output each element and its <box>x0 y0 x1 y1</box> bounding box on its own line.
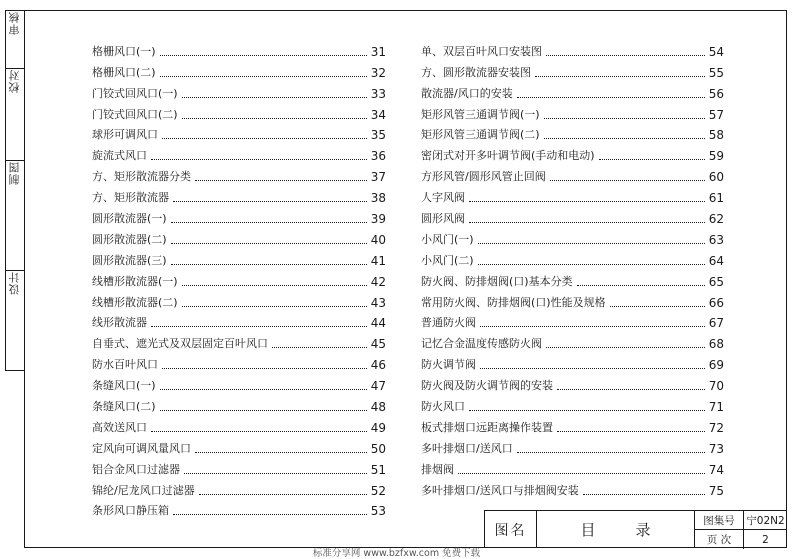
dot-leader <box>162 368 367 369</box>
toc-entry-page: 38 <box>370 191 386 206</box>
toc-entry-page: 63 <box>708 232 724 247</box>
dot-leader <box>458 473 705 474</box>
toc-entry[interactable] <box>92 372 386 393</box>
page-number-row <box>695 530 787 549</box>
dot-leader <box>480 326 705 327</box>
toc-entry-page: 48 <box>370 400 386 415</box>
toc-entry-page: 39 <box>370 212 386 227</box>
toc-entry[interactable] <box>92 247 386 268</box>
toc-entry-title: 格栅风口(二) <box>92 65 156 79</box>
toc-entry[interactable] <box>421 456 724 477</box>
dot-leader <box>535 76 705 77</box>
dot-leader <box>151 326 367 327</box>
toc-entry[interactable] <box>92 477 386 498</box>
toc-entry-title: 小风门(二) <box>421 253 474 267</box>
toc-entry-page: 54 <box>708 44 724 59</box>
dot-leader <box>171 243 367 244</box>
toc-entry[interactable] <box>92 80 386 101</box>
toc-entry-page: 60 <box>708 170 724 185</box>
toc-entry-page: 72 <box>708 420 724 435</box>
toc-entry-page: 65 <box>708 274 724 289</box>
toc-entry[interactable] <box>421 330 724 351</box>
toc-entry-title: 锦纶/尼龙风口过滤器 <box>92 483 195 497</box>
toc-entry[interactable] <box>92 205 386 226</box>
dot-leader <box>160 410 367 411</box>
toc-entry-page: 46 <box>370 358 386 373</box>
toc-entry-title: 门铰式回风口(二) <box>92 107 178 121</box>
toc-entry-page: 55 <box>708 65 724 80</box>
title-block-info <box>695 510 787 548</box>
toc-entry[interactable] <box>92 414 386 435</box>
toc-entry[interactable] <box>92 310 386 331</box>
toc-entry[interactable] <box>92 435 386 456</box>
dot-leader <box>517 97 705 98</box>
page-number-value: 2 <box>762 533 769 546</box>
dot-leader <box>182 285 367 286</box>
signature-role-label: 校对 <box>8 69 21 93</box>
toc-entry[interactable] <box>92 393 386 414</box>
toc-entry-page: 57 <box>708 107 724 122</box>
toc-entry-title: 人字风阀 <box>421 191 465 205</box>
toc-entry[interactable] <box>92 184 386 205</box>
dot-leader <box>151 159 367 160</box>
toc-entry-title: 防火风口 <box>421 400 465 414</box>
toc-column-left <box>92 38 386 518</box>
toc-entry[interactable] <box>421 142 724 163</box>
toc-entry-title: 常用防火阀、防排烟阀(口)性能及规格 <box>421 295 606 309</box>
toc-entry-title: 小风门(一) <box>421 232 474 246</box>
toc-entry[interactable] <box>92 38 386 59</box>
dot-leader <box>173 514 367 515</box>
toc-entry-page: 47 <box>370 379 386 394</box>
dot-leader <box>469 410 705 411</box>
dot-leader <box>160 389 367 390</box>
toc-entry-page: 34 <box>370 107 386 122</box>
toc-entry-page: 33 <box>370 86 386 101</box>
toc-entry-title: 高效送风口 <box>92 420 147 434</box>
name-label-text: 图名 <box>494 522 527 539</box>
toc-entry[interactable] <box>421 122 724 143</box>
toc-entry-title: 圆形散流器(二) <box>92 232 167 246</box>
toc-entry-page: 35 <box>370 128 386 143</box>
toc-entry-title: 条缝风口(一) <box>92 379 156 393</box>
dot-leader <box>160 55 367 56</box>
dot-leader <box>577 285 705 286</box>
dot-leader <box>599 159 705 160</box>
signature-strip <box>5 10 24 371</box>
toc-entry-title: 球形可调风口 <box>92 128 158 142</box>
toc-entry[interactable] <box>421 393 724 414</box>
toc-entry-title: 线槽形散流器(一) <box>92 274 178 288</box>
toc-entry-page: 68 <box>708 337 724 352</box>
title-block-name <box>537 510 695 548</box>
dot-leader <box>160 76 367 77</box>
toc-entry[interactable] <box>421 38 724 59</box>
toc-column-right <box>421 38 724 498</box>
toc-entry-title: 圆形散流器(一) <box>92 212 167 226</box>
toc-entry-page: 62 <box>708 212 724 227</box>
dot-leader <box>171 222 367 223</box>
toc-entry[interactable] <box>421 372 724 393</box>
dot-leader <box>557 431 705 432</box>
toc-entry[interactable] <box>92 456 386 477</box>
toc-entry-title: 密闭式对开多叶调节阀(手动和电动) <box>421 149 595 163</box>
toc-entry[interactable] <box>92 498 386 519</box>
dot-leader <box>173 201 367 202</box>
toc-entry-page: 36 <box>370 149 386 164</box>
toc-entry-page: 52 <box>370 483 386 498</box>
toc-entry-title: 门铰式回风口(一) <box>92 86 178 100</box>
signature-role-label: 审核 <box>8 11 21 35</box>
toc-entry-title: 条形风口静压箱 <box>92 504 169 518</box>
toc-entry-page: 49 <box>370 420 386 435</box>
toc-entry[interactable] <box>421 435 724 456</box>
toc-entry-page: 51 <box>370 462 386 477</box>
toc-entry[interactable] <box>421 184 724 205</box>
toc-entry-page: 75 <box>708 483 724 498</box>
toc-entry[interactable] <box>421 268 724 289</box>
toc-entry[interactable] <box>421 226 724 247</box>
toc-entry-title: 定风向可调风量风口 <box>92 441 191 455</box>
dot-leader <box>272 347 367 348</box>
toc-entry-title: 单、双层百叶风口安装图 <box>421 44 542 58</box>
toc-entry-title: 防火调节阀 <box>421 358 476 372</box>
toc-entry-title: 圆形散流器(三) <box>92 253 167 267</box>
toc-entry-title: 散流器/风口的安装 <box>421 86 513 100</box>
dot-leader <box>469 222 705 223</box>
toc-entry-title: 矩形风管三通调节阀(二) <box>421 128 540 142</box>
toc-entry-page: 58 <box>708 128 724 143</box>
toc-entry-title: 格栅风口(一) <box>92 44 156 58</box>
toc-entry-page: 73 <box>708 441 724 456</box>
watermark-footer: 标准分享网 www.bzfxw.com 免费下载 <box>312 548 481 559</box>
toc-entry-title: 防水百叶风口 <box>92 358 158 372</box>
signature-cell-check <box>6 69 24 161</box>
signature-cell-design <box>6 271 24 371</box>
dot-leader <box>184 473 367 474</box>
toc-entry[interactable] <box>92 59 386 80</box>
signature-cell-review <box>6 11 24 69</box>
toc-entry-title: 方、圆形散流器安装图 <box>421 65 531 79</box>
toc-entry-title: 线槽形散流器(二) <box>92 295 178 309</box>
dot-leader <box>478 243 705 244</box>
atlas-number-label: 图集号 <box>695 511 744 529</box>
toc-entry-page: 64 <box>708 253 724 268</box>
toc-entry-page: 67 <box>708 316 724 331</box>
toc-entry[interactable] <box>421 247 724 268</box>
toc-entry-title: 自垂式、遮光式及双层固定百叶风口 <box>92 337 268 351</box>
toc-entry-page: 40 <box>370 232 386 247</box>
dot-leader <box>151 431 367 432</box>
toc-entry[interactable] <box>92 101 386 122</box>
dot-leader <box>544 138 705 139</box>
toc-entry[interactable] <box>421 101 724 122</box>
signature-cell-drawing <box>6 161 24 271</box>
dot-leader <box>195 452 367 453</box>
toc-entry-title: 方、矩形散流器分类 <box>92 170 191 184</box>
dot-leader <box>546 55 705 56</box>
toc-entry[interactable] <box>421 59 724 80</box>
toc-entry[interactable] <box>92 351 386 372</box>
toc-entry[interactable] <box>92 268 386 289</box>
toc-entry-page: 42 <box>370 274 386 289</box>
signature-role-label: 设计 <box>8 271 21 295</box>
toc-entry[interactable] <box>92 122 386 143</box>
toc-entry-title: 线形散流器 <box>92 316 147 330</box>
toc-entry-page: 37 <box>370 170 386 185</box>
toc-entry-page: 56 <box>708 86 724 101</box>
toc-entry-title: 防火阀及防火调节阀的安装 <box>421 379 553 393</box>
toc-entry-page: 31 <box>370 44 386 59</box>
toc-entry[interactable] <box>421 163 724 184</box>
toc-entry-title: 旋流式风口 <box>92 149 147 163</box>
dot-leader <box>583 494 705 495</box>
toc-entry[interactable] <box>421 205 724 226</box>
toc-entry-page: 53 <box>370 504 386 519</box>
toc-entry-page: 43 <box>370 295 386 310</box>
toc-entry-title: 多叶排烟口/送风口与排烟阀安装 <box>421 483 579 497</box>
toc-entry-title: 圆形风阀 <box>421 212 465 226</box>
toc-entry-page: 69 <box>708 358 724 373</box>
toc-entry[interactable] <box>421 310 724 331</box>
toc-entry-title: 方形风管/圆形风管止回阀 <box>421 170 546 184</box>
toc-entry[interactable] <box>421 80 724 101</box>
toc-entry-title: 矩形风管三通调节阀(一) <box>421 107 540 121</box>
toc-entry-page: 44 <box>370 316 386 331</box>
toc-entry[interactable] <box>92 330 386 351</box>
toc-entry[interactable] <box>421 289 724 310</box>
toc-entry-page: 61 <box>708 191 724 206</box>
dot-leader <box>544 118 705 119</box>
dot-leader <box>546 347 705 348</box>
toc-entry-title: 条缝风口(二) <box>92 400 156 414</box>
signature-role-label: 制图 <box>8 161 21 185</box>
toc-entry[interactable] <box>92 163 386 184</box>
toc-entry[interactable] <box>421 414 724 435</box>
toc-entry[interactable] <box>421 477 724 498</box>
toc-entry-title: 方、矩形散流器 <box>92 191 169 205</box>
title-block-name-label <box>484 510 537 548</box>
atlas-number-row <box>695 511 787 530</box>
toc-entry-page: 71 <box>708 400 724 415</box>
dot-leader <box>557 389 705 390</box>
toc-entry-title: 普通防火阀 <box>421 316 476 330</box>
dot-leader <box>517 452 705 453</box>
toc-entry-page: 32 <box>370 65 386 80</box>
dot-leader <box>182 306 367 307</box>
dot-leader <box>480 368 705 369</box>
dot-leader <box>610 306 705 307</box>
toc-entry-page: 74 <box>708 462 724 477</box>
toc-entry-page: 66 <box>708 295 724 310</box>
toc-entry-page: 50 <box>370 441 386 456</box>
toc-entry-page: 41 <box>370 253 386 268</box>
toc-entry-title: 排烟阀 <box>421 462 454 476</box>
dot-leader <box>182 97 367 98</box>
toc-entry-page: 45 <box>370 337 386 352</box>
dot-leader <box>550 180 705 181</box>
toc-entry-title: 铝合金风口过滤器 <box>92 462 180 476</box>
dot-leader <box>199 494 367 495</box>
toc-entry[interactable] <box>92 226 386 247</box>
toc-entry-title: 多叶排烟口/送风口 <box>421 441 513 455</box>
toc-entry-title: 记忆合金温度传感防火阀 <box>421 337 542 351</box>
toc-entry-title: 板式排烟口远距离操作装置 <box>421 420 553 434</box>
atlas-number-value: 宁02N2 <box>746 514 785 527</box>
toc-entry[interactable] <box>92 289 386 310</box>
dot-leader <box>182 118 367 119</box>
dot-leader <box>195 180 367 181</box>
toc-entry-page: 70 <box>708 379 724 394</box>
toc-entry-page: 59 <box>708 149 724 164</box>
toc-entry[interactable] <box>421 351 724 372</box>
dot-leader <box>469 201 705 202</box>
document-title: 目录 <box>580 521 691 539</box>
dot-leader <box>162 138 367 139</box>
dot-leader <box>171 264 367 265</box>
toc-entry[interactable] <box>92 142 386 163</box>
toc-entry-title: 防火阀、防排烟阀(口)基本分类 <box>421 274 573 288</box>
dot-leader <box>478 264 705 265</box>
page-number-label: 页 次 <box>695 530 744 549</box>
